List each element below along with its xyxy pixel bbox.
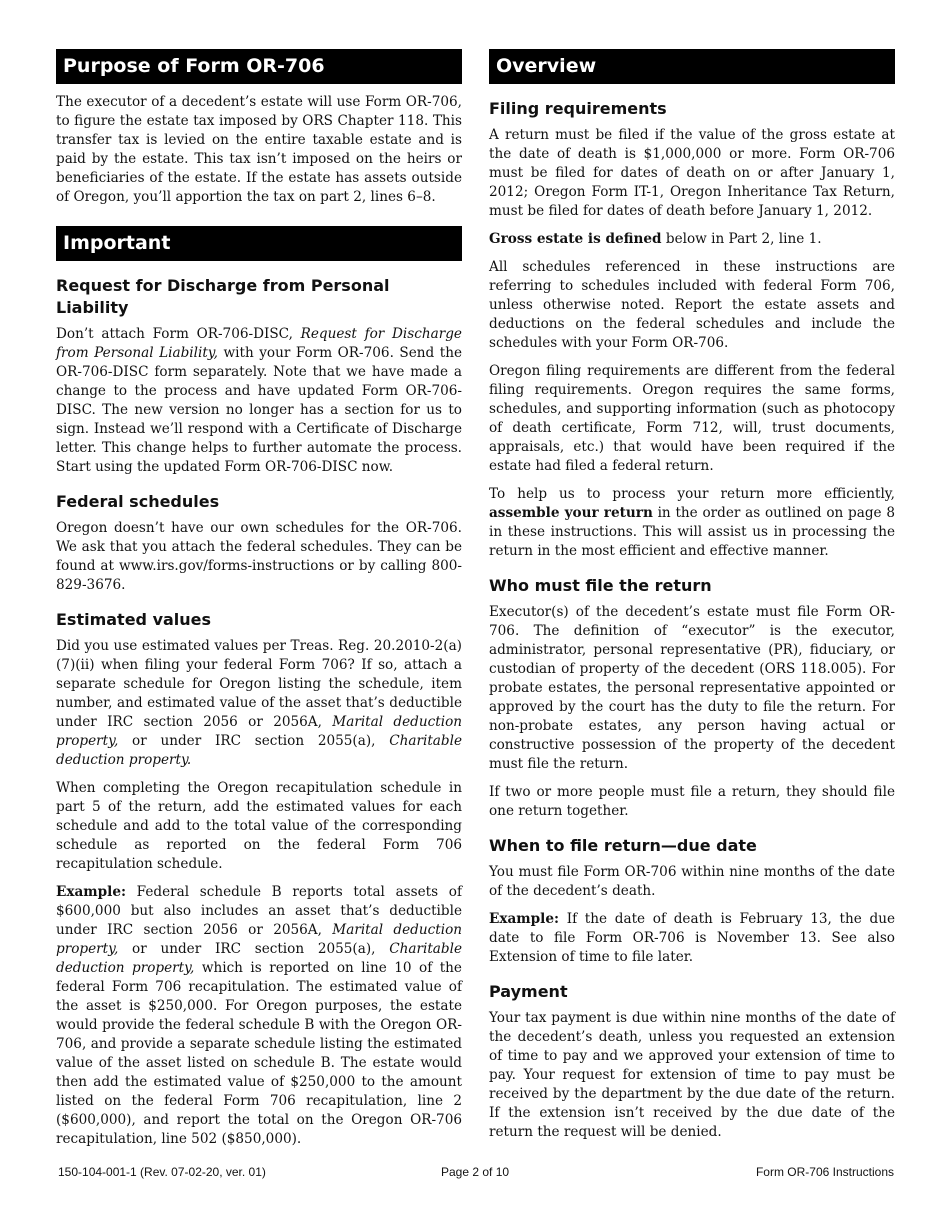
federal-schedules-heading: Federal schedules [56,492,220,511]
purpose-heading: Purpose of Form OR-706 [56,49,462,84]
overview-heading: Overview [489,49,895,84]
page-number: Page 2 of 10 [441,1165,510,1179]
discharge-heading: Request for Discharge from Personal Liability [56,276,390,317]
filing-requirements-heading: Filing requirements [489,99,667,118]
filing-text-1: A return must be filed if the value of the gross estate at the date of death is $1,000,000 or more. Form OR-706 must be filed for dates of death on or after January 1, 2012; Oregon Form IT-1, Oregon Inheritance Tax Return, must be filed for dates of death before January 1, 2012. [489,127,895,219]
recapitulation-text: When completing the Oregon recapitulation schedule in part 5 of the return, add the estimated values for each schedule and add to the total value of the corresponding schedule as reported on the federal Form 706 recapitulation schedule. [56,780,462,872]
discharge-text: Don’t attach Form OR-706-DISC, Request for Discharge from Personal Liability, with your Form OR-706. Send the OR-706-DISC form separately. Note that we have made a change to the process and have updated Form OR-706-DISC. The new version no longer has a section for us to sign. Instead we’ll respond with a Certificate of Discharge letter. This change helps to further automate the process. Start using the updated Form OR-706-DISC now. [56,326,463,475]
right-column [489,49,895,1151]
filing-text-3: All schedules referenced in these instructions are referring to schedules included with federal Form 706, unless otherwise noted. Report the estate assets and deductions on the federal schedules and include the schedules with your Form OR-706. [489,259,895,351]
purpose-text: The executor of a decedent’s estate will use Form OR-706, to figure the estate tax imposed by ORS Chapter 118. This transfer tax is levied on the entire taxable estate and is paid by the estate. This tax isn’t imposed on the heirs or beneficiaries of the estate. If the estate has assets outside of Oregon, you’ll apportion the tax on part 2, lines 6–8. [56,94,462,205]
payment-text: Your tax payment is due within nine months of the date of the decedent’s death, unless you requested an extension of time to pay and we approved your extension of time to pay. Your request for extension of time to pay must be received by the department by the due date of the return. If the extension isn’t received by the due date of the return the request will be denied. [489,1010,895,1140]
who-must-file-heading: Who must file the return [489,576,712,595]
who-must-file-text-1: Executor(s) of the decedent’s estate must file Form OR-706. The definition of “executor” is the executor, administrator, personal representative (PR), fiduciary, or custodian of property of the decedent (ORS 118.005). For probate estates, the personal representative appointed or approved by the court has the duty to file the return. For non-probate estates, any person having actual or constructive possession of the property of the decedent must file the return. [489,604,895,772]
due-date-heading: When to file return—due date [489,836,757,855]
form-number: 150-104-001-1 (Rev. 07-02-20, ver. 01) [58,1165,266,1179]
filing-text-2: Gross estate is defined below in Part 2, line 1. [489,231,822,247]
estimated-values-heading: Estimated values [56,610,212,629]
left-column [56,49,462,1158]
filing-text-4: Oregon filing requirements are different from the federal filing requirements. Oregon requires the same forms, schedules, and supporting information (such as photocopy of death certificate, Form 712, will, trust documents, appraisals, etc.) that would have been required if the estate had filed a federal return. [489,363,895,474]
important-heading: Important [56,226,462,261]
filing-text-5: To help us to process your return more efficiently, assemble your return in the order as outlined on page 8 in these instructions. This will assist us in processing the return in the most efficient and effective manner. [489,486,895,559]
due-date-example: Example: If the date of death is February 13, the due date to file Form OR-706 is November 13. See also Extension of time to file later. [489,911,895,965]
who-must-file-text-2: If two or more people must file a return, they should file one return together. [489,784,895,819]
estimated-values-text: Did you use estimated values per Treas. Reg. 20.2010-2(a)(7)(ii) when filing your federal Form 706? If so, attach a separate schedule for Oregon listing the schedule, item number, and estimated value of the asset that’s deductible under IRC section 2056 or 2056A, Marital deduction property, or under IRC section 2055(a), Charitable deduction property. [56,638,463,768]
payment-heading: Payment [489,982,568,1001]
due-date-text: You must file Form OR-706 within nine months of the date of the decedent’s death. [489,864,895,899]
estimated-example: Example: Federal schedule B reports total assets of $600,000 but also includes an asset that’s deductible under IRC section 2056 or 2056A, Marital deduction property, or under IRC section 2055(a), Charitable deduction property, which is reported on line 10 of the federal Form 706 recapitulation. The estimated value of the asset is $250,000. For Oregon purposes, the estate would provide the federal schedule B with the Oregon OR-706, and provide a separate schedule listing the estimated value of the asset listed on schedule B. The estate would then add the estimated value of $250,000 to the amount listed on the federal Form 706 recapitulation, line 2 ($600,000), and report the total on the Oregon OR-706 recapitulation, line 502 ($850,000). [56,884,463,1147]
federal-schedules-text: Oregon doesn’t have our own schedules for the OR-706. We ask that you attach the federal schedules. They can be found at www.irs.gov/forms-instructions or by calling 800-829-3676. [56,520,462,593]
footer-title: Form OR-706 Instructions [755,1165,894,1179]
